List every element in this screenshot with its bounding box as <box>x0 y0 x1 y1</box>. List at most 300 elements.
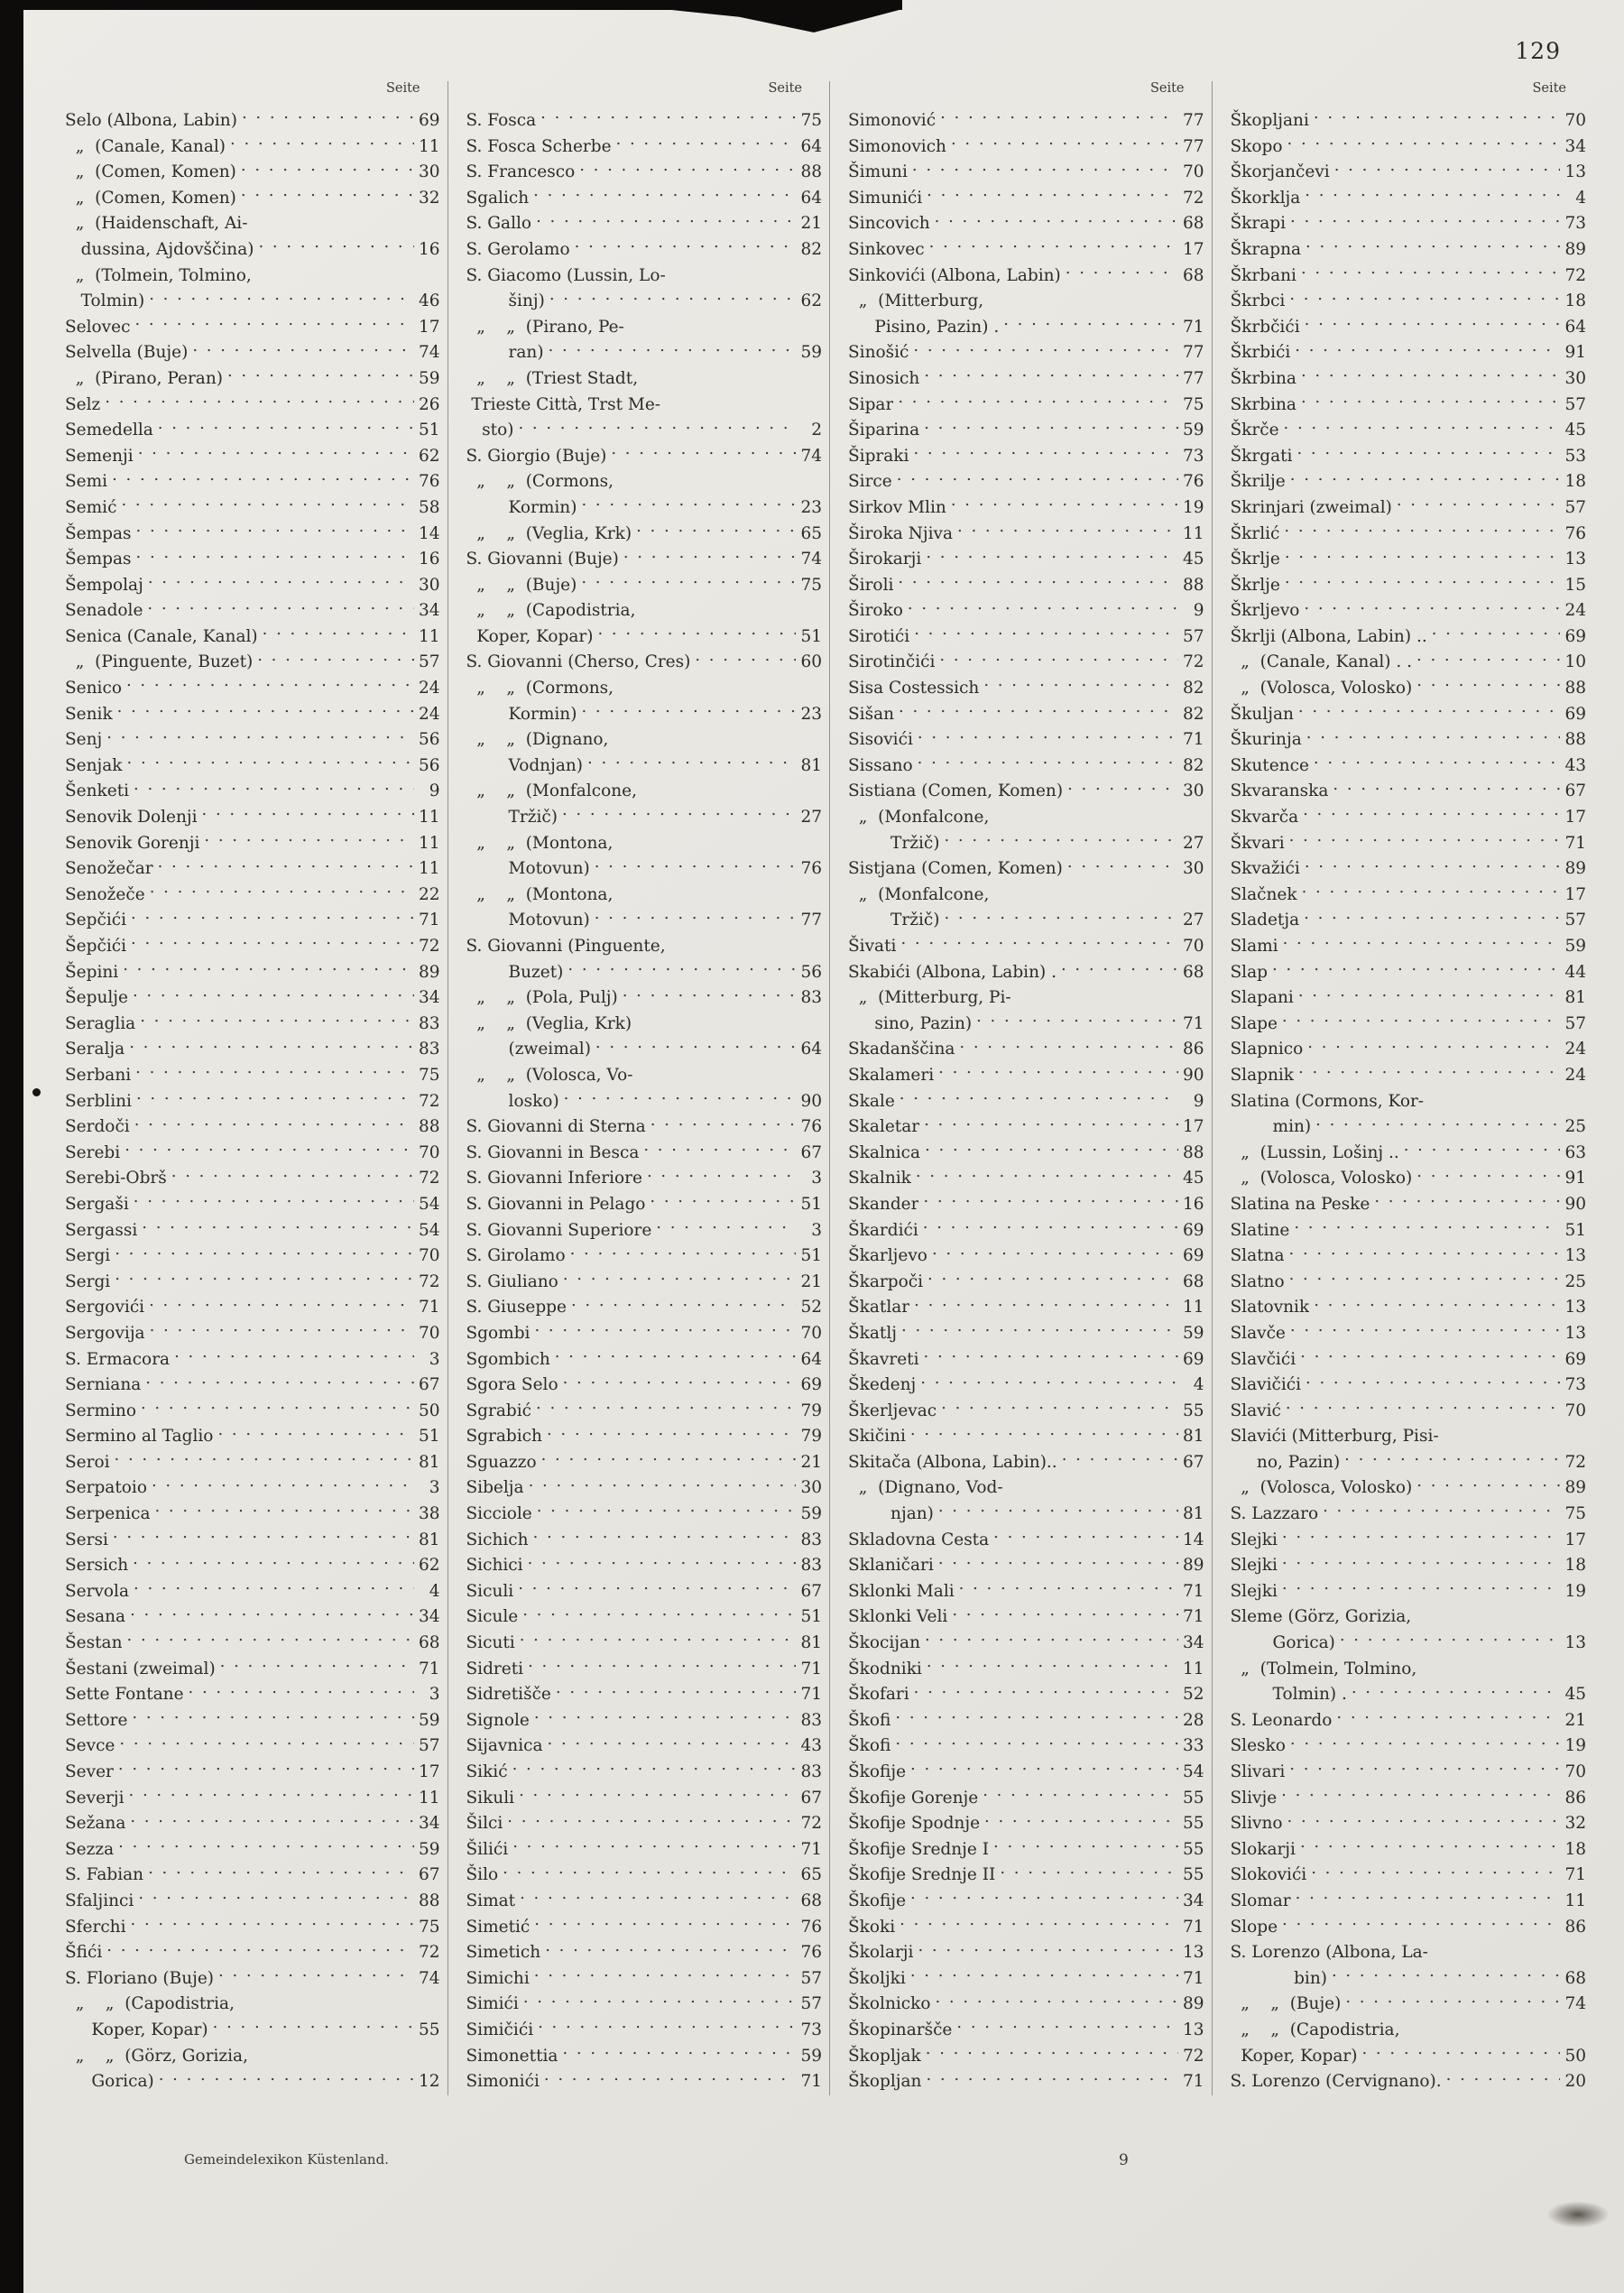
entry-page-number: 34 <box>418 601 440 621</box>
entry-page-number: 57 <box>1182 626 1204 646</box>
dot-leader <box>1430 624 1560 642</box>
index-entry-line <box>466 805 823 831</box>
entry-page-number: 19 <box>1182 497 1204 517</box>
entry-page-number: 70 <box>418 1142 440 1162</box>
index-entry-line <box>848 1399 1204 1425</box>
entry-text: Sklonki Mali <box>848 1581 955 1601</box>
entry-text: S. Giovanni (Pinguente, <box>466 937 666 956</box>
entry-text: Sinkovec <box>848 239 925 259</box>
dot-leader <box>143 1373 413 1391</box>
dot-leader <box>121 960 413 977</box>
index-entry-line <box>466 1114 823 1141</box>
index-entry-line <box>466 727 823 754</box>
entry-page-number: 83 <box>418 1013 440 1033</box>
index-entry-line <box>65 934 440 960</box>
index-entry-line <box>848 831 1204 857</box>
index-entry-line <box>1231 1347 1587 1373</box>
dot-leader <box>896 393 1177 410</box>
dot-leader <box>125 754 414 771</box>
entry-page-number: 55 <box>1182 1401 1204 1420</box>
entry-text: Sichici <box>466 1556 523 1576</box>
entry-text: Simunići <box>848 188 923 208</box>
dot-leader <box>128 1605 413 1623</box>
entry-text: Škofije <box>848 1762 907 1781</box>
entry-page-number: 18 <box>1564 291 1586 311</box>
entry-page-number: 11 <box>1182 1298 1204 1318</box>
entry-text: Simetich <box>466 1943 541 1963</box>
entry-text: Slatovnik <box>1230 1298 1310 1318</box>
index-entry-line <box>466 779 823 805</box>
dot-leader <box>136 1889 413 1906</box>
index-entry-line <box>848 1475 1204 1502</box>
index-entry-line <box>848 1114 1204 1141</box>
dot-leader <box>134 1063 413 1080</box>
entry-text: Škrče <box>1230 421 1279 440</box>
index-entry-line <box>1231 1786 1587 1812</box>
entry-text: S. Lorenzo (Cervignano). <box>1230 2072 1442 2092</box>
column-header-seite: Seite <box>1149 81 1185 96</box>
entry-text: Tržič) <box>466 808 558 828</box>
index-entry-line <box>1231 1837 1587 1863</box>
entry-text: Gorica) <box>1230 1633 1335 1653</box>
entry-page-number: 3 <box>429 1478 440 1498</box>
index-entry-line <box>848 727 1204 754</box>
entry-page-number: 19 <box>1564 1581 1586 1601</box>
index-entry-line <box>848 1089 1204 1115</box>
dot-leader <box>111 1528 414 1545</box>
entry-text: „ „ (Buje) <box>466 575 577 595</box>
entry-page-number: 34 <box>1564 136 1586 156</box>
entry-text: Šiparina <box>848 421 920 440</box>
entry-text: Buzet) <box>466 962 564 982</box>
dot-leader <box>1312 1296 1560 1313</box>
entry-page-number: 83 <box>800 1710 822 1730</box>
entry-page-number: 59 <box>418 368 440 388</box>
entry-text: Skvažići <box>1230 859 1300 879</box>
entry-text: Sinkovići (Albona, Labin) <box>848 265 1061 285</box>
index-entry-line <box>1231 1012 1587 1038</box>
entry-text: S. Gerolamo <box>466 239 570 259</box>
entry-page-number: 69 <box>1182 1220 1204 1240</box>
index-entry-line <box>65 985 440 1012</box>
entry-text: Slivari <box>1230 1762 1286 1781</box>
entry-page-number: 11 <box>418 136 440 156</box>
dot-leader <box>256 237 413 254</box>
dot-leader <box>974 1012 1177 1029</box>
entry-text: Semedella <box>65 421 153 440</box>
entry-page-number: 64 <box>1564 317 1586 337</box>
index-entry-line <box>466 108 823 134</box>
entry-text: Sferchi <box>65 1917 126 1937</box>
dot-leader <box>1287 831 1560 848</box>
entry-text: Slavić <box>1230 1401 1281 1420</box>
dot-leader <box>1280 1915 1560 1932</box>
entry-page-number: 34 <box>1182 1891 1204 1910</box>
dot-leader <box>923 1141 1177 1158</box>
entry-page-number: 71 <box>1182 1607 1204 1627</box>
entry-page-number: 30 <box>1182 859 1204 879</box>
entry-page-number: 83 <box>418 1040 440 1059</box>
entry-page-number: 76 <box>800 859 822 879</box>
entry-page-number: 63 <box>1564 1142 1586 1162</box>
entry-text: Senovik Gorenji <box>65 833 200 853</box>
index-entry-line <box>65 1424 440 1450</box>
entry-text: Škarpoči <box>848 1271 924 1291</box>
dot-leader <box>1282 522 1560 539</box>
dot-leader <box>226 366 414 384</box>
index-entry-line <box>848 1734 1204 1760</box>
index-entry-line <box>466 1786 823 1812</box>
entry-page-number: 71 <box>800 1659 822 1678</box>
entry-page-number: 71 <box>1182 1968 1204 1988</box>
dot-leader <box>1299 393 1560 410</box>
dot-leader <box>586 754 796 771</box>
dot-leader <box>622 548 796 565</box>
index-entry-line <box>466 1734 823 1760</box>
index-entry-line <box>848 1966 1204 1993</box>
dot-leader <box>187 1683 414 1700</box>
index-entry-line <box>848 1141 1204 1167</box>
entry-text: Sikuli <box>466 1788 515 1808</box>
entry-page-number: 72 <box>418 1169 440 1188</box>
dot-leader <box>634 522 796 539</box>
dot-leader <box>1334 1708 1560 1725</box>
dot-leader <box>150 1476 414 1493</box>
entry-text: Škardići <box>848 1220 918 1240</box>
index-entry-line <box>1231 779 1587 805</box>
dot-leader <box>113 1244 413 1262</box>
entry-page-number: 9 <box>1193 1091 1204 1111</box>
entry-text: Slokarji <box>1230 1839 1296 1859</box>
dot-leader <box>239 161 414 178</box>
entry-page-number: 73 <box>800 2020 822 2039</box>
entry-text: S. Lorenzo (Albona, La- <box>1230 1943 1428 1963</box>
entry-text: dussina, Ajdovščina) <box>65 239 254 259</box>
index-entry-line <box>65 856 440 883</box>
entry-text: Šilo <box>466 1865 499 1885</box>
entry-text: Sirkov Mlin <box>848 497 946 517</box>
index-entry-line <box>1231 676 1587 702</box>
entry-page-number: 72 <box>1182 2046 1204 2066</box>
dot-leader <box>148 883 414 900</box>
entry-page-number: 72 <box>1564 265 1586 285</box>
entry-text: Sicuti <box>466 1633 515 1653</box>
dot-leader <box>1300 883 1560 900</box>
dot-leader <box>170 1167 414 1184</box>
dot-leader <box>1306 1038 1560 1055</box>
dot-leader <box>532 1708 796 1725</box>
dot-leader <box>924 2070 1177 2087</box>
entry-text: no, Pazin) <box>1230 1452 1341 1472</box>
dot-leader <box>924 2044 1178 2061</box>
index-entry-line <box>466 366 823 393</box>
dot-leader <box>1372 1192 1560 1209</box>
index-entry-line <box>848 650 1204 676</box>
dot-leader <box>1001 315 1177 332</box>
entry-text: Škopljani <box>1230 111 1309 130</box>
entry-page-number: 21 <box>1564 1710 1586 1730</box>
entry-page-number: 51 <box>800 1607 822 1627</box>
index-entry-line <box>466 1141 823 1167</box>
dot-leader <box>950 1605 1177 1623</box>
entry-text: Sermino <box>65 1401 136 1420</box>
index-entry-line <box>1231 1528 1587 1554</box>
entry-page-number: 34 <box>418 988 440 1008</box>
entry-text: Slejki <box>1230 1581 1278 1601</box>
entry-text: Vodnjan) <box>466 755 583 775</box>
dot-leader <box>654 1218 796 1235</box>
dot-leader <box>955 2018 1177 2035</box>
index-entry-line <box>1231 1399 1587 1425</box>
entry-text: Sergi <box>65 1246 111 1266</box>
index-entry-line <box>466 1399 823 1425</box>
entry-page-number: 24 <box>1564 1040 1586 1059</box>
index-entry-line <box>65 1992 440 2018</box>
entry-page-number: 59 <box>800 1504 822 1524</box>
entry-page-number: 74 <box>418 1968 440 1988</box>
entry-page-number: 23 <box>800 497 822 517</box>
index-entry-line <box>1231 340 1587 366</box>
entry-page-number: 70 <box>418 1323 440 1343</box>
entry-page-number: 71 <box>418 1298 440 1318</box>
entry-text: Skalnica <box>848 1142 921 1162</box>
dot-leader <box>992 1528 1177 1545</box>
entry-text: Sidretišče <box>466 1685 551 1705</box>
dot-leader <box>1060 1450 1178 1467</box>
entry-text: Šepini <box>65 962 119 982</box>
dot-leader <box>641 1141 796 1158</box>
index-entry-line <box>65 393 440 419</box>
index-entry-line <box>848 805 1204 831</box>
entry-text: Sever <box>65 1762 114 1781</box>
dot-leader <box>992 1837 1177 1854</box>
entry-page-number: 3 <box>811 1169 822 1188</box>
entry-text: Škrapna <box>1230 239 1302 259</box>
dot-leader <box>925 186 1177 203</box>
entry-text: Sersich <box>65 1556 129 1576</box>
entry-text: Slapnico <box>1230 1040 1304 1059</box>
entry-text: Šepčići <box>65 937 127 956</box>
index-entry-line <box>848 160 1204 186</box>
index-entry-line <box>65 186 440 212</box>
dot-leader <box>148 1321 414 1338</box>
entry-text: Simichi <box>466 1968 530 1988</box>
entry-text: Simonovich <box>848 136 946 156</box>
dot-leader <box>918 1373 1177 1391</box>
ink-spot <box>32 1088 41 1096</box>
index-entry-line <box>848 1270 1204 1296</box>
entry-page-number: 88 <box>800 162 822 182</box>
entry-text: Slope <box>1230 1917 1278 1937</box>
entry-page-number: 9 <box>1193 601 1204 621</box>
entry-page-number: 52 <box>1182 1685 1204 1705</box>
dot-leader <box>542 2070 796 2087</box>
index-entry-line <box>65 547 440 573</box>
index-entry-line <box>1231 960 1587 986</box>
entry-page-number: 83 <box>800 988 822 1008</box>
entry-page-number: 57 <box>1564 911 1586 930</box>
dot-leader <box>1395 495 1560 513</box>
index-entry-line <box>65 1604 440 1631</box>
entry-text: Šempas <box>65 523 132 543</box>
dot-leader <box>117 1734 413 1752</box>
entry-page-number: 16 <box>1182 1194 1204 1214</box>
index-entry-line <box>848 985 1204 1012</box>
dot-leader <box>568 1244 796 1262</box>
entry-text: bin) <box>1230 1968 1327 1988</box>
index-entry-line <box>848 1760 1204 1786</box>
entry-text: Škarljevo <box>848 1246 927 1266</box>
entry-page-number: 22 <box>418 884 440 904</box>
entry-text: Šilići <box>466 1839 509 1859</box>
entry-text: Škrljevo <box>1230 601 1300 621</box>
entry-page-number: 72 <box>1182 652 1204 672</box>
index-entry-line <box>466 495 823 522</box>
index-entry-line <box>848 1682 1204 1708</box>
dot-leader <box>1281 935 1560 952</box>
dot-leader <box>911 341 1177 358</box>
dot-leader <box>535 1502 796 1520</box>
entry-page-number: 57 <box>418 1736 440 1756</box>
entry-text: Tržič) <box>848 911 940 930</box>
index-entry-line <box>848 418 1204 444</box>
column-header-seite: Seite <box>1532 81 1566 96</box>
entry-text: Široka Njiva <box>848 523 954 543</box>
dot-leader <box>595 624 796 642</box>
entry-page-number: 82 <box>1182 755 1204 775</box>
dot-leader <box>1295 444 1560 461</box>
index-entry-line <box>848 1063 1204 1089</box>
dot-leader <box>1280 1012 1560 1029</box>
dot-leader <box>914 1167 1178 1184</box>
entry-text: „ „ (Triest Stadt, <box>466 368 639 388</box>
entry-page-number: 57 <box>1564 394 1586 414</box>
index-entry-line <box>65 598 440 624</box>
dot-leader <box>1302 909 1560 926</box>
entry-page-number: 64 <box>800 188 822 208</box>
entry-page-number: 79 <box>800 1427 822 1447</box>
entry-text: Škurinja <box>1230 730 1302 750</box>
entry-text: Sladetja <box>1230 911 1300 930</box>
dot-leader <box>526 1554 796 1571</box>
entry-page-number: 45 <box>1564 1685 1586 1705</box>
entry-page-number: 4 <box>429 1581 440 1601</box>
entry-text: Sgrabić <box>466 1401 532 1420</box>
dot-leader <box>505 1812 796 1829</box>
entry-text: „ „ (Görz, Gorizia, <box>65 2046 248 2066</box>
entry-page-number: 70 <box>1564 1401 1586 1420</box>
index-entry-line <box>466 624 823 651</box>
entry-text: „ (Tolmein, Tolmino, <box>1230 1659 1417 1678</box>
dot-leader <box>119 495 413 513</box>
entry-page-number: 69 <box>1564 704 1586 724</box>
dot-leader <box>949 495 1178 513</box>
entry-text: „ (Canale, Kanal) <box>65 136 226 156</box>
dot-leader <box>1287 290 1560 307</box>
index-entry-line <box>1231 1244 1587 1270</box>
entry-page-number: 67 <box>418 1865 440 1885</box>
entry-page-number: 56 <box>418 755 440 775</box>
dot-leader <box>566 960 796 977</box>
entry-text: „ (Mitterburg, <box>848 291 984 311</box>
dot-leader <box>527 1476 796 1493</box>
index-entry-line <box>466 883 823 909</box>
dot-leader <box>1298 1837 1560 1854</box>
index-entry-line <box>1231 1373 1587 1399</box>
entry-text: Sisovići <box>848 730 913 750</box>
index-entry-line <box>65 108 440 134</box>
entry-page-number: 50 <box>418 1401 440 1420</box>
entry-page-number: 62 <box>418 1556 440 1576</box>
index-entry-line <box>466 393 823 419</box>
index-entry-line <box>65 134 440 161</box>
dot-leader <box>1402 1141 1560 1158</box>
dot-leader <box>912 1296 1177 1313</box>
index-entry-line <box>466 444 823 470</box>
dot-leader <box>1296 986 1560 1003</box>
entry-text: S. Gallo <box>466 214 532 234</box>
entry-text: S. Giovanni Inferiore <box>466 1169 642 1188</box>
dot-leader <box>103 393 413 410</box>
index-entry-line <box>466 1631 823 1657</box>
entry-page-number: 64 <box>800 1349 822 1369</box>
dot-leader <box>1304 237 1560 254</box>
dot-leader <box>131 1554 413 1571</box>
index-entry-line <box>848 1657 1204 1683</box>
dot-leader <box>1299 366 1560 384</box>
index-entry-line <box>1231 1424 1587 1450</box>
index-entry-line <box>65 1631 440 1657</box>
index-entry-line <box>1231 754 1587 780</box>
entry-page-number: 68 <box>1182 214 1204 234</box>
entry-text: Serbani <box>65 1065 132 1085</box>
entry-page-number: 45 <box>1182 1169 1204 1188</box>
entry-page-number: 57 <box>800 1994 822 2014</box>
entry-text: Šfići <box>65 1943 103 1963</box>
dot-leader <box>1287 1244 1561 1262</box>
dot-leader <box>1330 1966 1560 1983</box>
index-entry-line <box>848 1992 1204 2018</box>
entry-text: Sergovija <box>65 1323 145 1343</box>
entry-text: Sgombi <box>466 1323 531 1343</box>
index-entry-line <box>1231 1553 1587 1579</box>
index-entry-line <box>466 1270 823 1296</box>
entry-page-number: 89 <box>1564 239 1586 259</box>
entry-text: Slatno <box>1230 1271 1285 1291</box>
index-entry-line <box>848 1631 1204 1657</box>
index-entry-line <box>65 264 440 290</box>
index-entry-line <box>466 1682 823 1708</box>
entry-page-number: 71 <box>1182 2072 1204 2092</box>
dot-leader <box>1338 1632 1560 1649</box>
index-entry-line <box>466 1321 823 1347</box>
index-entry-line <box>65 779 440 805</box>
index-entry-line <box>65 2069 440 2095</box>
entry-text: Sergaši <box>65 1194 129 1214</box>
entry-page-number: 51 <box>418 421 440 440</box>
entry-text: Škedenj <box>848 1375 917 1395</box>
index-entry-line <box>1231 1708 1587 1734</box>
entry-page-number: 77 <box>1182 111 1204 130</box>
entry-text: Selovec <box>65 317 131 337</box>
entry-page-number: 91 <box>1564 1169 1586 1188</box>
entry-page-number: 21 <box>800 1452 822 1472</box>
index-entry-line <box>848 1528 1204 1554</box>
entry-text: Sklaničari <box>848 1556 934 1576</box>
index-entry-line <box>65 1218 440 1244</box>
index-entry-line <box>65 1321 440 1347</box>
index-entry-line <box>466 1037 823 1063</box>
